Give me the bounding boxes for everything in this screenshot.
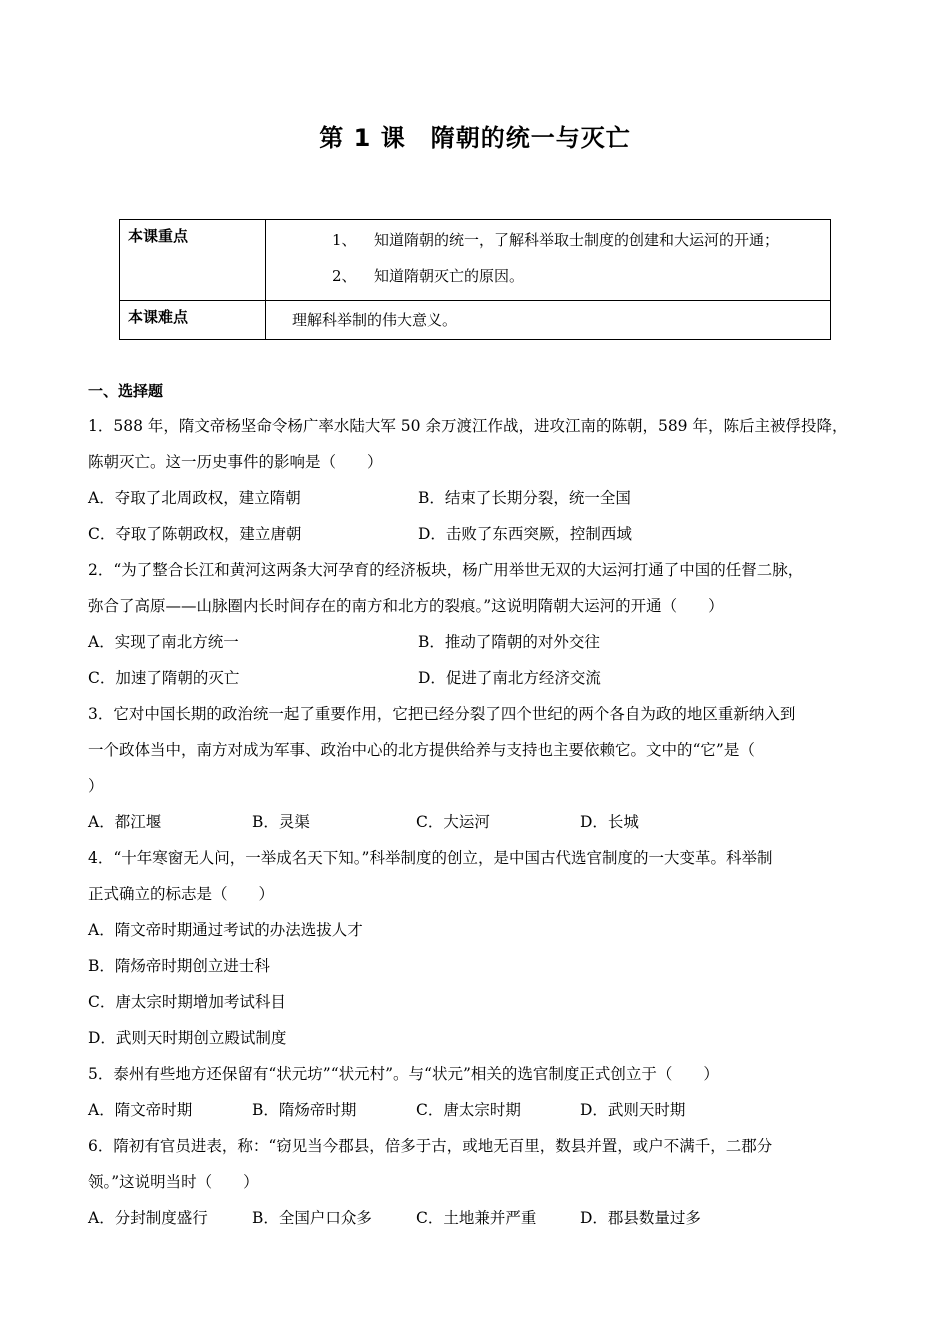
question-2 — [88, 552, 878, 696]
key-point-number: 2、 — [332, 267, 357, 285]
option-d: D．郡县数量过多 — [580, 1209, 701, 1227]
question-stem: 领。”这说明当时（ ） — [88, 1173, 259, 1191]
question-stem: 2．“为了整合长江和黄河这两条大河孕育的经济板块，杨广用举世无双的大运河打通了中国的任督二脉， — [88, 561, 804, 579]
question-6 — [88, 1128, 878, 1236]
key-point-item — [274, 260, 822, 296]
difficulty-label: 本课难点 — [120, 301, 266, 340]
option-row — [88, 516, 878, 552]
option-a: A．分封制度盛行 — [88, 1209, 208, 1227]
key-point-text: 知道隋朝的统一，了解科举取士制度的创建和大运河的开通； — [374, 231, 780, 249]
option-a: A．隋文帝时期通过考试的办法选拔人才 — [88, 921, 363, 939]
page-title: 第 1 课 隋朝的统一与灭亡 — [319, 124, 631, 152]
option-row — [88, 480, 878, 516]
option-d: D．击败了东西突厥，控制西域 — [418, 525, 632, 543]
key-point-number: 1、 — [332, 231, 357, 249]
option-b: B．灵渠 — [252, 813, 310, 831]
difficulty-text: 理解科举制的伟大意义。 — [292, 311, 458, 329]
key-points-row — [120, 220, 831, 301]
option-row — [88, 1200, 878, 1236]
difficulty-row — [120, 301, 831, 340]
question-stem: 3．它对中国长期的政治统一起了重要作用，它把已经分裂了四个世纪的两个各自为政的地区重新纳入到 — [88, 705, 796, 723]
option-c: C．唐太宗时期 — [416, 1101, 521, 1119]
option-row — [88, 660, 878, 696]
option-a: A．隋文帝时期 — [88, 1101, 193, 1119]
option-row — [88, 624, 878, 660]
question-stem: 陈朝灭亡。这一历史事件的影响是（ ） — [88, 453, 383, 471]
key-points-label: 本课重点 — [120, 220, 266, 301]
option-c: C．唐太宗时期增加考试科目 — [88, 993, 286, 1011]
question-list — [88, 408, 878, 1236]
option-c: C．大运河 — [416, 813, 490, 831]
question-1 — [88, 408, 878, 552]
question-stem: 弥合了高原——山脉圈内长时间存在的南方和北方的裂痕。”这说明隋朝大运河的开通（ ） — [88, 597, 724, 615]
option-c: C．夺取了陈朝政权，建立唐朝 — [88, 525, 302, 543]
option-a: A．都江堰 — [88, 813, 162, 831]
option-c: C．加速了隋朝的灭亡 — [88, 669, 240, 687]
question-stem: 6．隋初有官员进表，称：“窃见当今郡县，倍多于古，或地无百里，数县并置，或户不满千，二郡分 — [88, 1137, 773, 1155]
question-5 — [88, 1056, 878, 1128]
option-a: A．夺取了北周政权，建立隋朝 — [88, 489, 301, 507]
question-stem: 正式确立的标志是（ ） — [88, 885, 275, 903]
question-stem: 4．“十年寒窗无人问，一举成名天下知。”科举制度的创立，是中国古代选官制度的一大变革。科举制 — [88, 849, 773, 867]
option-b: B．隋炀帝时期创立进士科 — [88, 957, 270, 975]
option-d: D．促进了南北方经济交流 — [418, 669, 601, 687]
key-point-text: 知道隋朝灭亡的原因。 — [374, 267, 525, 285]
option-b: B．结束了长期分裂，统一全国 — [418, 489, 631, 507]
question-stem: ） — [88, 777, 104, 795]
option-a: A．实现了南北方统一 — [88, 633, 239, 651]
difficulty-content — [266, 301, 831, 340]
question-stem: 1．588 年，隋文帝杨坚命令杨广率水陆大军 50 余万渡江作战，进攻江南的陈朝，589 年，陈后主被俘投降， — [88, 417, 848, 435]
question-stem: 5．泰州有些地方还保留有“状元坊”“状元村”。与“状元”相关的选官制度正式创立于（ ） — [88, 1065, 719, 1083]
option-row — [88, 1092, 878, 1128]
option-row — [88, 804, 878, 840]
question-3 — [88, 696, 878, 840]
key-point-item — [274, 224, 822, 260]
key-points-content — [266, 220, 831, 301]
option-b: B．全国户口众多 — [252, 1209, 372, 1227]
option-b: B．推动了隋朝的对外交往 — [418, 633, 600, 651]
option-c: C．土地兼并严重 — [416, 1209, 537, 1227]
option-d: D．长城 — [580, 813, 639, 831]
question-4 — [88, 840, 878, 1056]
option-d: D．武则天时期创立殿试制度 — [88, 1029, 287, 1047]
lesson-goals-table — [119, 219, 831, 340]
question-stem: 一个政体当中，南方对成为军事、政治中心的北方提供给养与支持也主要依赖它。文中的“它”是（ — [88, 741, 755, 759]
section-heading: 一、选择题 — [88, 382, 164, 400]
option-d: D．武则天时期 — [580, 1101, 686, 1119]
option-b: B．隋炀帝时期 — [252, 1101, 357, 1119]
